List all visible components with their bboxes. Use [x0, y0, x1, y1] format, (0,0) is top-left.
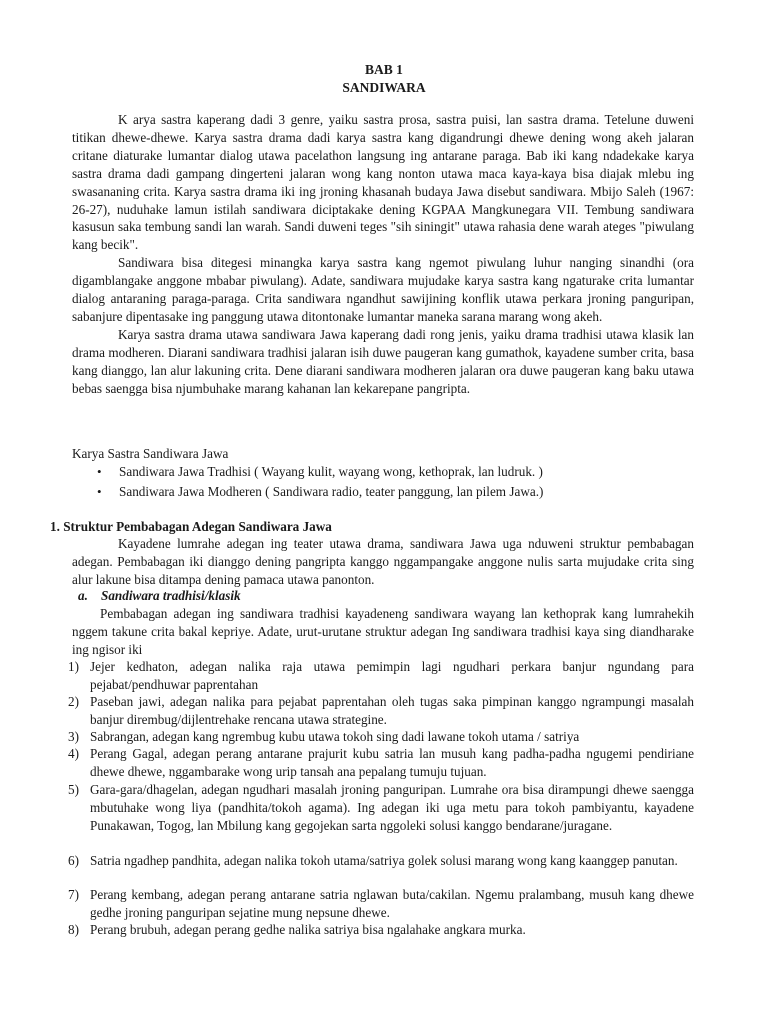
- bullet-icon: •: [97, 484, 102, 499]
- item-number: 7): [68, 887, 79, 902]
- list-item: Perang kembang, adegan perang antarane satria nglawan buta/cakilan. Ngemu pralambang, musuh kang dhewe gedhe jroning panguripan sejatine mung nepsune dhewe.: [90, 887, 694, 920]
- list-item: Jejer kedhaton, adegan nalika raja utawa pemimpin lagi ngudhari perkara banjur ngundang para pejabat/pendhuwar paprentahan: [90, 659, 694, 692]
- item-number: 2): [68, 694, 79, 709]
- intro-section: [72, 111, 694, 398]
- chapter-title: SANDIWARA: [342, 80, 426, 95]
- intro-paragraph-1: K arya sastra kaperang dadi 3 genre, yaiku sastra prosa, sastra puisi, lan sastra drama. Tetelune duweni titikan dhewe-dhewe. Karya sastra drama dadi karya sastra kang digandrungi dhewe dening wong akeh jalaran critane diaturake lumantar dialog utawa pacelathon langsung ing antarane paraga. Bab iki kang ndadekake karya sastra drama dadi gampang dingerteni jalaran wong kang nonton utawa maca kaya-kaya bisa diajak mlebu ing swasananing crita. Karya sastra drama iki ing jroning khasanah budaya Jawa disebut sandiwara. Mbijo Saleh (1967: 26-27), nuduhake lamun istilah sandiwara diciptakake dening KGPAA Mangkunegara VII. Tembung sandiwara kasusun saka tembung sandi lan warah. Sandi duweni teges "sih siningit" utawa rahasia dene warah ateges "piwulang kang becik".: [72, 112, 694, 253]
- sub-a-title: Sandiwara tradhisi/klasik: [101, 588, 241, 603]
- list-item: Paseban jawi, adegan nalika para pejabat paprentahan oleh tugas saka pimpinan kanggo ngrampungi masalah banjur dirembug/dijlentrehake rencana utawa strategine.: [90, 694, 694, 727]
- chapter-number: BAB 1: [365, 62, 403, 77]
- item-number: 6): [68, 853, 79, 868]
- item-number: 8): [68, 922, 79, 937]
- list-item: Perang Gagal, adegan perang antarane prajurit kubu satria lan musuh kang padha-padha ngugemi pendiriane dhewe dhewe, nggambarake wong urip tansah ana pepalang tumuju tujuan.: [90, 746, 694, 779]
- intro-paragraph-2: Sandiwara bisa ditegesi minangka karya sastra kang ngemot piwulang luhur nanging sinandhi (ora digamblangake anggone mbabar piwulang). Adate, sandiwara mujudake karya sastra kang ngaturake crita lumantar dialog antaraning paraga-paraga. Crita sandiwara ngandhut sawijining konflik utawa perkara jroning panguripan, sabanjure dipentasake ing panggung utawa ditontonake lumantar maneka sarana marang wong akeh.: [72, 255, 694, 324]
- item-number: 3): [68, 729, 79, 744]
- item-number: 4): [68, 746, 79, 761]
- intro-paragraph-3: Karya sastra drama utawa sandiwara Jawa kaperang dadi rong jenis, yaiku drama tradhisi utawa klasik lan drama modheren. Diarani sandiwara tradhisi jalaran isih duwe paugeran kang gumathok, kayadene sumber crita, basa kang dianggo, lan alur lakuning crita. Dene diarani sandiwara modheren jalaran ora duwe paugeran kang baku utawa bebas saengga bisa njumbuhake marang kahanan lan kekarepane pangripta.: [72, 326, 694, 396]
- types-label: Karya Sastra Sandiwara Jawa: [72, 446, 229, 461]
- sub-a-body: [72, 605, 694, 659]
- item-number: 1): [68, 659, 79, 674]
- types-item-modheren: Sandiwara Jawa Modheren ( Sandiwara radio, teater panggung, lan pilem Jawa.): [119, 484, 544, 499]
- sub-a-paragraph: Pembabagan adegan ing sandiwara tradhisi kayadeneng sandiwara wayang lan kethoprak kang lumrahekih nggem takune crita bakal kepriye. Adate, urut-urutane struktur adegan Ing sandiwara tradhisi kaya sing diandharake ing ngisor iki: [72, 606, 694, 657]
- section-1-paragraph: Kayadene lumrahe adegan ing teater utawa drama, sandiwara Jawa uga nduweni struktur pembabagan adegan. Pembabagan iki dianggo dening pangripta kanggo nggampangake anggone nulis sarta mujudake crita sing alur lakune bisa ditampa dening pamaca utawa panonton.: [72, 536, 694, 587]
- list-item: Gara-gara/dhagelan, adegan ngudhari masalah jroning panguripan. Lumrahe ora bisa dirampungi dhewe saengga mbutuhake wong liya (pandhita/tokoh agama). Ing adegan iki uga metu para tokoh pambiyantu, kayadene Punakawan, Togog, lan Mbilung kang gegojekan sarta nggoleki solusi kanggo bendarane/juragane.: [90, 782, 694, 833]
- section-1-heading: 1. Struktur Pembabagan Adegan Sandiwara Jawa: [50, 519, 332, 534]
- list-item: Satria ngadhep pandhita, adegan nalika tokoh utama/satriya golek solusi marang wong kang kaanggep panutan.: [90, 853, 678, 868]
- types-item-tradhisi: Sandiwara Jawa Tradhisi ( Wayang kulit, wayang wong, kethoprak, lan ludruk. ): [119, 464, 543, 479]
- sub-a-label: a.: [78, 588, 88, 603]
- section-1-body: [72, 535, 694, 589]
- list-item: Perang brubuh, adegan perang gedhe nalika satriya bisa ngalahake angkara murka.: [90, 922, 526, 937]
- list-item: Sabrangan, adegan kang ngrembug kubu utawa tokoh sing dadi lawane tokoh utama / satriya: [90, 729, 580, 744]
- bullet-icon: •: [97, 464, 102, 479]
- item-number: 5): [68, 782, 79, 797]
